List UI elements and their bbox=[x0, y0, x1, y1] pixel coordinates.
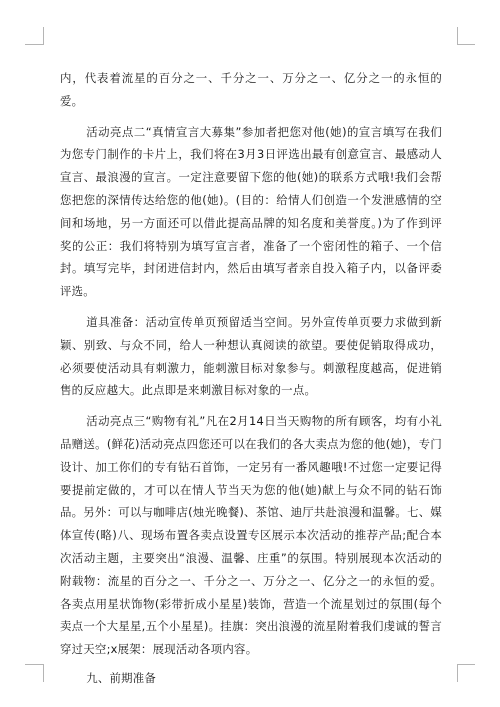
crop-mark-top-right-h bbox=[457, 44, 475, 45]
paragraph-highlight-two: 活动亮点二“真情宣言大募集”参加者把您对他(她)的宣言填写在我们为您专门制作的卡片上，我们将在3月3日评选出最有创意宣言、最感动人宣言、最浪漫的宣言。一定注意要留下您的他(她)的联系方式哦!我们会帮您把您的深情传达给您的他(她)。(目的：给情人们创造一个发泄感情的空间和场地，另一方面还可以借此提高品牌的知名度和美誉度。)为了作到评奖的公正：我们将特别为填写宣言者，准备了一个密闭性的箱子、一个信封。填写完毕，封闭进信封内，然后由填写者亲自投入箱子内，以备评委评选。 bbox=[60, 124, 442, 299]
paragraph-continuation: 内，代表着流星的百分之一、千分之一、万分之一、亿分之一的永恒的爱。 bbox=[60, 71, 442, 108]
crop-mark-top-left-v bbox=[43, 27, 44, 45]
crop-mark-bottom-right-h bbox=[457, 664, 475, 665]
crop-mark-top-right-v bbox=[457, 27, 458, 45]
crop-mark-bottom-left-h bbox=[25, 664, 43, 665]
section-heading-preparation: 九、前期准备 bbox=[86, 670, 157, 685]
paragraph-props-preparation: 道具准备：活动宣传单页预留适当空间。另外宣传单页要力求做到新颖、别致、与众不同，给人一种想认真阅读的欲望。要使促销取得成功，必须要使活动具有刺激力，能刺激目标对象参与。刺激程度越高，促进销售的反应越大。此点即是来刺激目标对象的一点。 bbox=[60, 314, 442, 398]
paragraph-highlight-three: 活动亮点三“购物有礼”凡在2月14日当天购物的所有顾客，均有小礼品赠送。(鲜花)活动亮点四您还可以在我们的各大卖点为您的他(她)，专门设计、加工你们的专有钻石首饰，一定另有一番风趣哦!不过您一定要记得要提前定做的，才可以在情人节当天为您的他(她)献上与众不同的钻石饰品。另外：可以与咖啡店(烛光晚餐)、茶馆、迪厅共赴浪漫和温馨。七、媒体宣传(略)八、现场布置各卖点设置专区展示本次活动的推荐产品;配合本次活动主题，主要突出“浪漫、温馨、庄重”的氛围。特别展现本次活动的附载物：流星的百分之一、千分之一、万分之一、亿分之一的永恒的爱。各卖点用星状饰物(彩带折成小星星)装饰，营造一个流星划过的氛围(每个卖点一个大星星,五个小星星)。挂旗：突出浪漫的流星附着我们虔诚的誓言穿过天空;x展架：展现活动各项内容。 bbox=[60, 414, 442, 657]
crop-mark-bottom-left-v bbox=[43, 664, 44, 682]
document-body bbox=[60, 67, 442, 690]
crop-mark-top-left-h bbox=[25, 44, 43, 45]
crop-mark-bottom-right-v bbox=[457, 664, 458, 682]
